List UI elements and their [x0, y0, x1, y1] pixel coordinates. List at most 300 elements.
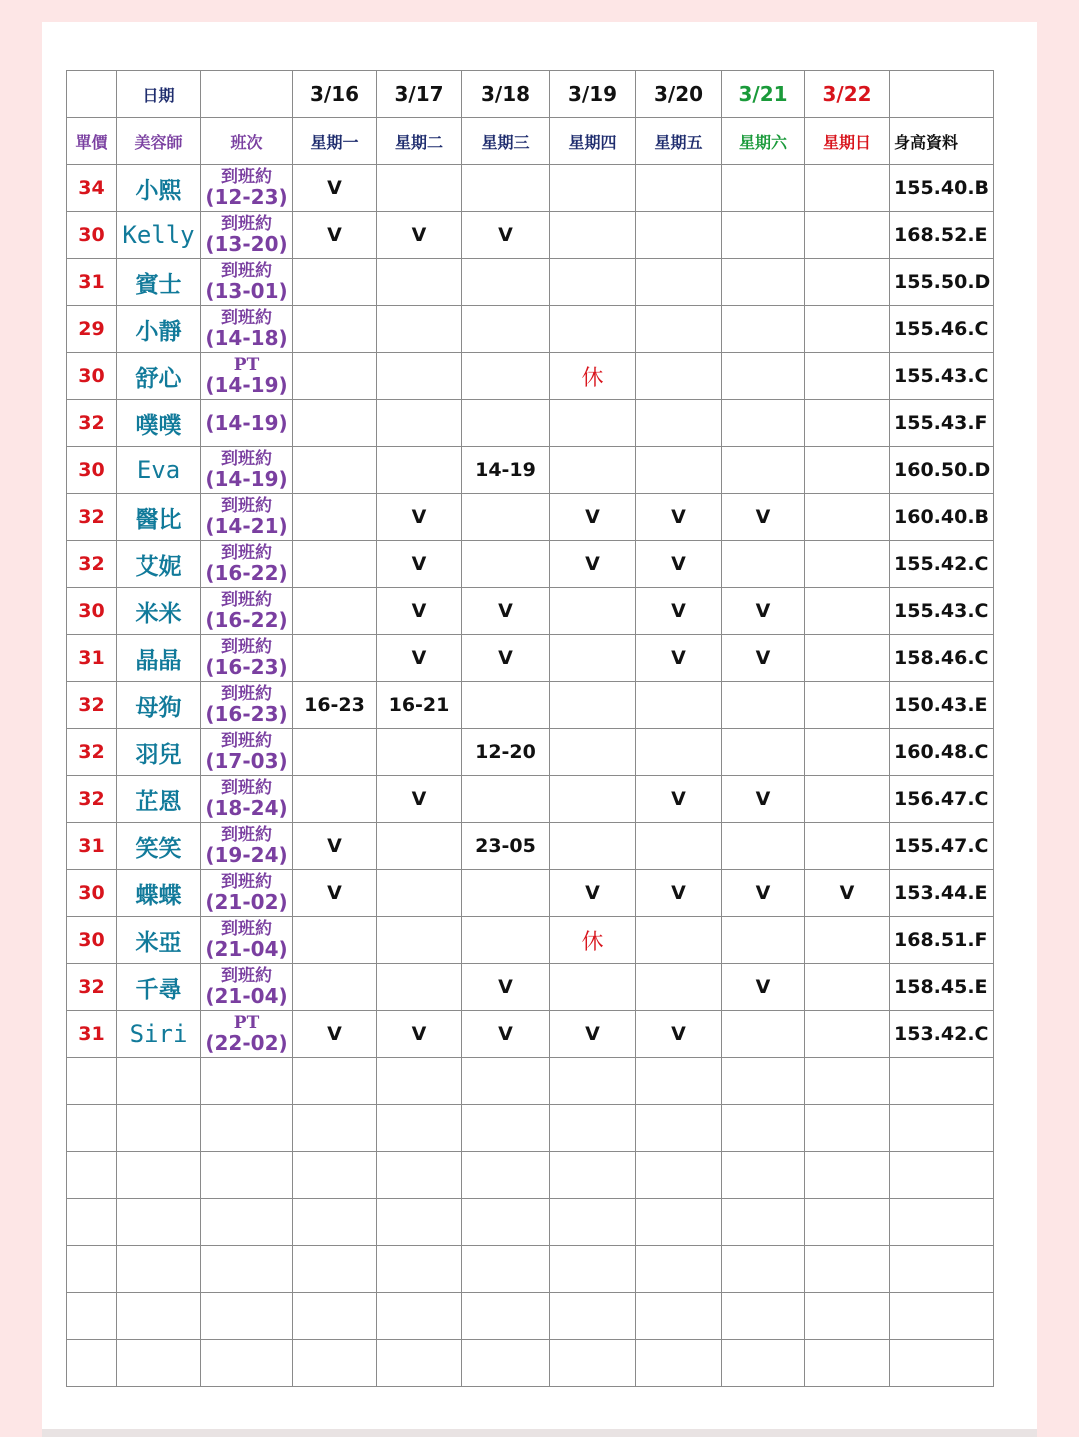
price-cell: 31: [67, 259, 117, 306]
shift-cell: [201, 588, 293, 635]
empty-cell: [805, 1246, 890, 1293]
day-cell: [550, 400, 636, 447]
day-cell: [805, 682, 890, 729]
header-row-labels: [67, 118, 994, 165]
day-cell: V: [293, 823, 377, 870]
price-cell: 32: [67, 400, 117, 447]
date-cell: 3/19: [550, 71, 636, 118]
empty-cell: [890, 1293, 994, 1340]
height-cell: 155.46.C: [890, 306, 994, 353]
empty-cell: [805, 1199, 890, 1246]
stylist-name: 千尋: [117, 964, 201, 1011]
date-cell-sunday: 3/22: [805, 71, 890, 118]
shift-cell: [201, 259, 293, 306]
col-shift-header: 班次: [201, 118, 293, 165]
day-cell: [377, 823, 462, 870]
empty-cell: [636, 1199, 722, 1246]
day-cell: [550, 729, 636, 776]
stylist-name: 小熙: [117, 165, 201, 212]
day-cell: V: [293, 165, 377, 212]
day-cell: V: [722, 776, 805, 823]
empty-cell: [550, 1199, 636, 1246]
day-cell: V: [377, 541, 462, 588]
empty-cell: [890, 1105, 994, 1152]
day-cell: [805, 729, 890, 776]
table-row: [67, 1011, 994, 1058]
shift-note: 到班約: [221, 825, 272, 845]
shift-note: 到班約: [221, 167, 272, 187]
table-row: [67, 729, 994, 776]
empty-cell: [550, 1105, 636, 1152]
empty-cell: [377, 1199, 462, 1246]
day-cell: V: [377, 494, 462, 541]
stylist-name: 小靜: [117, 306, 201, 353]
shift-hours: (16-22): [205, 561, 288, 585]
height-cell: 160.40.B: [890, 494, 994, 541]
schedule-sheet: [42, 22, 1037, 1429]
day-cell: [550, 682, 636, 729]
day-cell: V: [462, 635, 550, 682]
empty-cell: [722, 1058, 805, 1105]
day-cell: V: [293, 1011, 377, 1058]
stylist-name: 醫比: [117, 494, 201, 541]
day-cell: [805, 588, 890, 635]
date-cell: 3/18: [462, 71, 550, 118]
day-cell: V: [722, 870, 805, 917]
day-cell: [293, 635, 377, 682]
empty-cell: [550, 1293, 636, 1340]
day-cell: [636, 447, 722, 494]
header-blank: [67, 71, 117, 118]
empty-cell: [293, 1293, 377, 1340]
stylist-name: 舒心: [117, 353, 201, 400]
shift-hours: (16-22): [205, 608, 288, 632]
day-cell: [293, 306, 377, 353]
height-cell: 160.48.C: [890, 729, 994, 776]
height-cell: 150.43.E: [890, 682, 994, 729]
table-row: [67, 776, 994, 823]
shift-cell: [201, 917, 293, 964]
day-cell: [636, 259, 722, 306]
day-cell: [636, 917, 722, 964]
table-row: [67, 259, 994, 306]
table-row: [67, 682, 994, 729]
day-cell: 休: [550, 353, 636, 400]
height-cell: 153.44.E: [890, 870, 994, 917]
price-cell: 29: [67, 306, 117, 353]
shift-note: 到班約: [221, 308, 272, 328]
empty-cell: [550, 1246, 636, 1293]
empty-cell: [117, 1199, 201, 1246]
shift-note: 到班約: [221, 214, 272, 234]
day-cell: [550, 776, 636, 823]
day-cell: [550, 823, 636, 870]
empty-cell: [201, 1199, 293, 1246]
day-cell: [377, 306, 462, 353]
day-cell: [722, 823, 805, 870]
day-cell: 14-19: [462, 447, 550, 494]
height-cell: 155.43.C: [890, 353, 994, 400]
date-cell: 3/17: [377, 71, 462, 118]
empty-cell: [377, 1152, 462, 1199]
day-cell: [722, 165, 805, 212]
shift-note: 到班約: [221, 590, 272, 610]
table-row: [67, 306, 994, 353]
height-cell: 155.40.B: [890, 165, 994, 212]
stylist-name: Siri: [117, 1011, 201, 1058]
day-cell: V: [377, 635, 462, 682]
day-cell: [805, 494, 890, 541]
stylist-name: 賓士: [117, 259, 201, 306]
day-cell: [550, 212, 636, 259]
shift-hours: (21-04): [205, 984, 288, 1008]
empty-cell: [636, 1340, 722, 1387]
empty-cell: [67, 1340, 117, 1387]
day-cell: [293, 588, 377, 635]
day-cell: [636, 400, 722, 447]
date-cell: 3/16: [293, 71, 377, 118]
shift-hours: (14-18): [205, 326, 288, 350]
empty-cell: [117, 1152, 201, 1199]
empty-cell: [462, 1246, 550, 1293]
empty-cell: [293, 1105, 377, 1152]
table-row: [67, 165, 994, 212]
empty-cell: [462, 1340, 550, 1387]
day-cell: [293, 447, 377, 494]
day-cell: V: [293, 870, 377, 917]
day-cell: [805, 635, 890, 682]
day-cell: V: [722, 964, 805, 1011]
day-cell: [805, 353, 890, 400]
height-cell: 155.50.D: [890, 259, 994, 306]
empty-cell: [201, 1246, 293, 1293]
date-cell-saturday: 3/21: [722, 71, 805, 118]
table-row: [67, 494, 994, 541]
price-cell: 30: [67, 917, 117, 964]
empty-cell: [550, 1058, 636, 1105]
price-cell: 31: [67, 1011, 117, 1058]
header-row-dates: [67, 71, 994, 118]
day-cell: V: [722, 494, 805, 541]
shift-hours: (13-01): [205, 279, 288, 303]
empty-row: [67, 1105, 994, 1152]
shift-hours: (14-19): [205, 373, 288, 397]
empty-cell: [117, 1058, 201, 1105]
empty-cell: [722, 1340, 805, 1387]
price-cell: 30: [67, 353, 117, 400]
stylist-name: 羽兒: [117, 729, 201, 776]
price-cell: 31: [67, 635, 117, 682]
day-cell: V: [636, 870, 722, 917]
day-cell: [462, 776, 550, 823]
price-cell: 30: [67, 588, 117, 635]
price-cell: 31: [67, 823, 117, 870]
shift-note: 到班約: [221, 449, 272, 469]
height-cell: 155.43.F: [890, 400, 994, 447]
empty-cell: [636, 1058, 722, 1105]
shift-note: 到班約: [221, 778, 272, 798]
day-cell: [293, 917, 377, 964]
empty-cell: [462, 1199, 550, 1246]
weekday-header: 星期五: [636, 118, 722, 165]
day-cell: [377, 400, 462, 447]
table-row: [67, 823, 994, 870]
day-cell: V: [722, 588, 805, 635]
empty-cell: [117, 1105, 201, 1152]
day-cell: V: [722, 635, 805, 682]
stylist-name: Kelly: [117, 212, 201, 259]
height-cell: 153.42.C: [890, 1011, 994, 1058]
shift-cell: [201, 447, 293, 494]
day-cell: [462, 917, 550, 964]
day-cell: [550, 447, 636, 494]
shift-cell: [201, 212, 293, 259]
empty-row: [67, 1199, 994, 1246]
empty-cell: [117, 1246, 201, 1293]
day-cell: [805, 776, 890, 823]
schedule-table: [66, 70, 994, 1387]
empty-cell: [377, 1058, 462, 1105]
shift-note: 到班約: [221, 872, 272, 892]
empty-cell: [890, 1058, 994, 1105]
shift-cell: [201, 306, 293, 353]
day-cell: [377, 353, 462, 400]
day-cell: [377, 870, 462, 917]
day-cell: [805, 400, 890, 447]
day-cell: [462, 494, 550, 541]
price-cell: 30: [67, 870, 117, 917]
day-cell: 16-23: [293, 682, 377, 729]
empty-cell: [462, 1152, 550, 1199]
day-cell: V: [636, 635, 722, 682]
day-cell: [722, 917, 805, 964]
day-cell: [805, 259, 890, 306]
empty-cell: [377, 1246, 462, 1293]
day-cell: V: [636, 541, 722, 588]
day-cell: [462, 682, 550, 729]
day-cell: V: [636, 1011, 722, 1058]
shift-hours: (16-23): [205, 702, 288, 726]
shift-hours: (22-02): [205, 1031, 288, 1055]
day-cell: [805, 212, 890, 259]
day-cell: [805, 447, 890, 494]
table-row: [67, 588, 994, 635]
shift-hours: (12-23): [205, 185, 288, 209]
stylist-name: 蝶蝶: [117, 870, 201, 917]
header-blank: [201, 71, 293, 118]
day-cell: [722, 353, 805, 400]
empty-cell: [293, 1199, 377, 1246]
shift-note: 到班約: [221, 637, 272, 657]
day-cell: 16-21: [377, 682, 462, 729]
empty-cell: [67, 1246, 117, 1293]
day-cell: [722, 1011, 805, 1058]
price-cell: 32: [67, 729, 117, 776]
price-cell: 32: [67, 776, 117, 823]
shift-cell: [201, 823, 293, 870]
empty-cell: [722, 1152, 805, 1199]
price-cell: 32: [67, 964, 117, 1011]
empty-cell: [67, 1105, 117, 1152]
empty-cell: [636, 1246, 722, 1293]
day-cell: [805, 165, 890, 212]
shift-cell: [201, 729, 293, 776]
height-cell: 160.50.D: [890, 447, 994, 494]
stylist-name: 噗噗: [117, 400, 201, 447]
stylist-name: 芷恩: [117, 776, 201, 823]
day-cell: 23-05: [462, 823, 550, 870]
day-cell: [722, 212, 805, 259]
day-cell: [805, 541, 890, 588]
day-cell: V: [462, 212, 550, 259]
empty-cell: [890, 1340, 994, 1387]
weekday-header: 星期二: [377, 118, 462, 165]
height-cell: 158.45.E: [890, 964, 994, 1011]
shift-cell: [201, 635, 293, 682]
shift-cell: [201, 682, 293, 729]
shift-hours: (19-24): [205, 843, 288, 867]
empty-cell: [201, 1105, 293, 1152]
empty-cell: [377, 1105, 462, 1152]
shift-cell: [201, 353, 293, 400]
day-cell: [636, 212, 722, 259]
day-cell: [805, 306, 890, 353]
day-cell: [636, 353, 722, 400]
empty-cell: [293, 1246, 377, 1293]
date-cell: 3/20: [636, 71, 722, 118]
shift-note: 到班約: [221, 543, 272, 563]
day-cell: [636, 682, 722, 729]
empty-cell: [890, 1246, 994, 1293]
day-cell: V: [550, 494, 636, 541]
empty-cell: [890, 1199, 994, 1246]
shift-note: 到班約: [221, 966, 272, 986]
price-cell: 32: [67, 494, 117, 541]
day-cell: [462, 306, 550, 353]
stylist-name: Eva: [117, 447, 201, 494]
stylist-name: 米米: [117, 588, 201, 635]
shift-hours: (14-19): [205, 467, 288, 491]
empty-cell: [805, 1105, 890, 1152]
shift-hours: (17-03): [205, 749, 288, 773]
empty-cell: [636, 1293, 722, 1340]
day-cell: V: [293, 212, 377, 259]
empty-cell: [67, 1058, 117, 1105]
day-cell: [462, 870, 550, 917]
day-cell: [377, 917, 462, 964]
day-cell: V: [550, 1011, 636, 1058]
empty-cell: [550, 1152, 636, 1199]
weekday-header-saturday: 星期六: [722, 118, 805, 165]
shift-cell: [201, 400, 293, 447]
day-cell: 12-20: [462, 729, 550, 776]
empty-cell: [805, 1058, 890, 1105]
shift-cell: [201, 1011, 293, 1058]
empty-cell: [636, 1105, 722, 1152]
day-cell: [462, 259, 550, 306]
empty-cell: [67, 1199, 117, 1246]
empty-cell: [201, 1340, 293, 1387]
day-cell: V: [462, 588, 550, 635]
empty-row: [67, 1058, 994, 1105]
height-cell: 155.42.C: [890, 541, 994, 588]
empty-cell: [377, 1293, 462, 1340]
day-cell: [805, 917, 890, 964]
stylist-name: 米亞: [117, 917, 201, 964]
shift-hours: (21-02): [205, 890, 288, 914]
day-cell: [722, 400, 805, 447]
empty-cell: [377, 1340, 462, 1387]
height-cell: 156.47.C: [890, 776, 994, 823]
empty-cell: [722, 1199, 805, 1246]
table-row: [67, 635, 994, 682]
weekday-header: 星期三: [462, 118, 550, 165]
day-cell: [722, 306, 805, 353]
empty-cell: [117, 1293, 201, 1340]
day-cell: V: [550, 870, 636, 917]
shift-cell: [201, 776, 293, 823]
weekday-header: 星期一: [293, 118, 377, 165]
table-row: [67, 964, 994, 1011]
shift-cell: [201, 541, 293, 588]
day-cell: [550, 964, 636, 1011]
height-cell: 158.46.C: [890, 635, 994, 682]
shift-hours: (18-24): [205, 796, 288, 820]
day-cell: [550, 635, 636, 682]
day-cell: [636, 165, 722, 212]
table-row: [67, 870, 994, 917]
day-cell: [722, 541, 805, 588]
empty-cell: [201, 1152, 293, 1199]
empty-row: [67, 1152, 994, 1199]
weekday-header: 星期四: [550, 118, 636, 165]
shift-hours: (21-04): [205, 937, 288, 961]
shift-note: 到班約: [221, 496, 272, 516]
day-cell: [462, 541, 550, 588]
empty-cell: [890, 1152, 994, 1199]
day-cell: V: [377, 776, 462, 823]
header-blank: [890, 71, 994, 118]
day-cell: V: [462, 1011, 550, 1058]
price-cell: 30: [67, 447, 117, 494]
shift-note: 到班約: [221, 919, 272, 939]
col-height-header: 身高資料: [890, 118, 994, 165]
empty-cell: [722, 1246, 805, 1293]
stylist-name: 晶晶: [117, 635, 201, 682]
day-cell: V: [377, 212, 462, 259]
day-cell: [805, 1011, 890, 1058]
shift-hours: (13-20): [205, 232, 288, 256]
day-cell: [722, 447, 805, 494]
table-row: [67, 541, 994, 588]
day-cell: [722, 259, 805, 306]
table-row: [67, 917, 994, 964]
day-cell: [462, 165, 550, 212]
empty-cell: [201, 1058, 293, 1105]
page-edge: [42, 1429, 1037, 1437]
day-cell: [377, 964, 462, 1011]
empty-cell: [293, 1152, 377, 1199]
empty-cell: [67, 1152, 117, 1199]
table-row: [67, 212, 994, 259]
empty-cell: [805, 1340, 890, 1387]
day-cell: V: [636, 494, 722, 541]
shift-note: 到班約: [221, 684, 272, 704]
day-cell: [805, 823, 890, 870]
shift-hours: (14-21): [205, 514, 288, 538]
day-cell: [636, 964, 722, 1011]
day-cell: [293, 353, 377, 400]
